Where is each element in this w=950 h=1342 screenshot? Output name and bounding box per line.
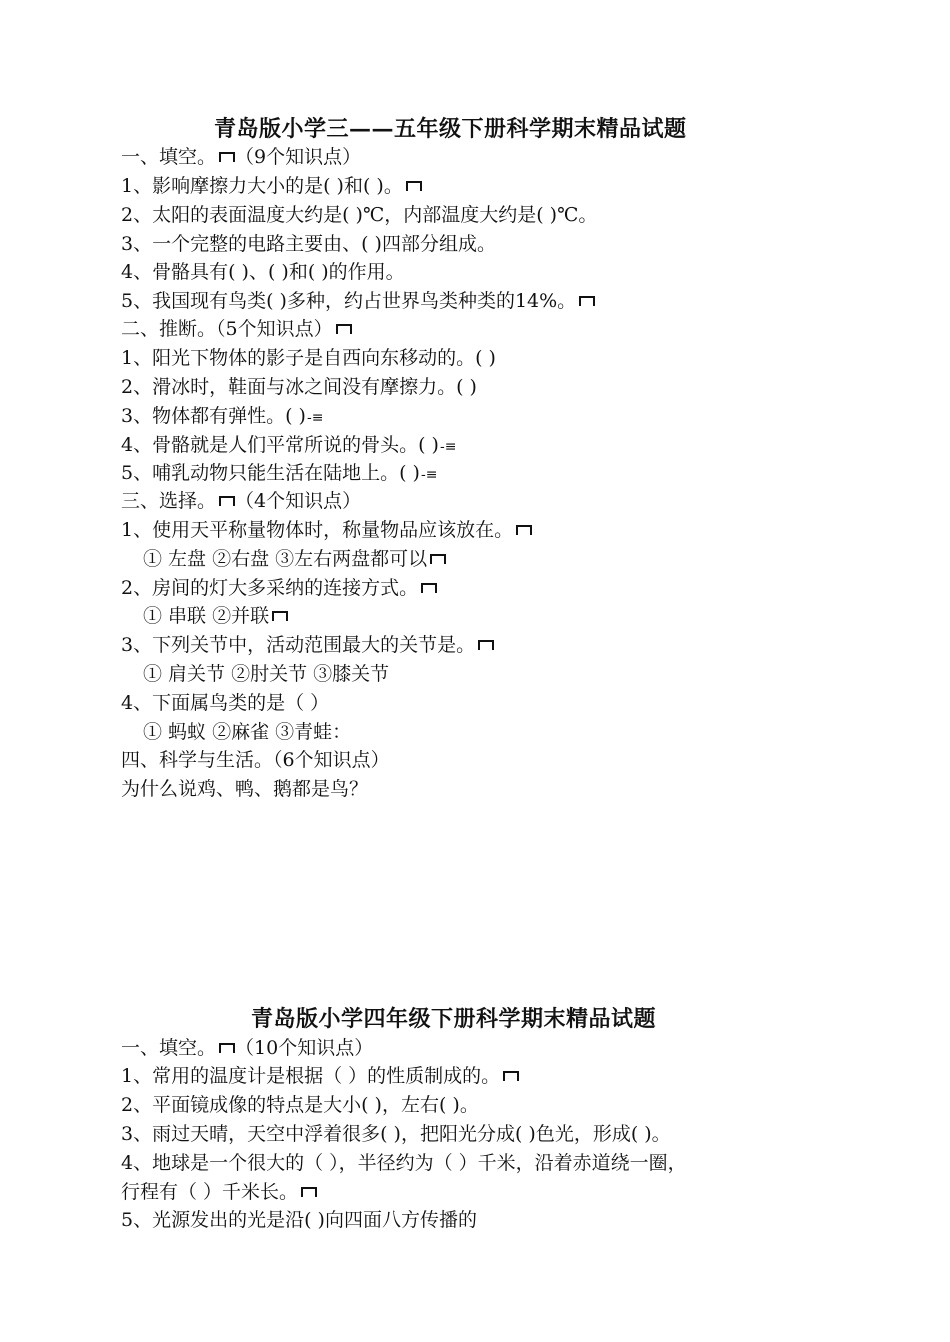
doc1-choose-2-options: ① 串联 ②并联 bbox=[143, 602, 288, 630]
doc1-q5: 5、我国现有鸟类( )多种，约占世界鸟类种类的14%。 bbox=[121, 287, 595, 315]
doc1-judge-1: 1、阳光下物体的影子是自西向东移动的。( ) bbox=[121, 347, 496, 369]
doc1-choose-4-options: ① 蚂蚁 ②麻雀 ③青蛙： bbox=[143, 721, 352, 743]
format-mark-icon: -≡ bbox=[306, 410, 324, 426]
return-mark-icon bbox=[336, 324, 352, 334]
doc2-section-fill: 一、填空。 （10个知识点） bbox=[121, 1037, 374, 1059]
doc1-judge-4: 4、骨骼就是人们平常所说的骨头。( )-≡ bbox=[121, 434, 457, 456]
doc1-choose-2: 2、房间的灯大多采纳的连接方式。 bbox=[121, 574, 437, 602]
doc1-title: 青岛版小学三——五年级下册科学期末精品试题 bbox=[214, 116, 687, 142]
return-mark-icon bbox=[430, 554, 446, 564]
doc1-q4: 4、骨骼具有( )、( )和( )的作用。 bbox=[121, 261, 405, 283]
format-mark-icon: -≡ bbox=[439, 439, 457, 455]
doc1-judge-5: 5、哺乳动物只能生活在陆地上。( )-≡ bbox=[121, 462, 438, 484]
return-mark-icon bbox=[219, 496, 235, 506]
return-mark-icon bbox=[219, 1043, 235, 1053]
doc1-choose-3: 3、下列关节中，活动范围最大的关节是。 bbox=[121, 631, 494, 659]
format-mark-icon: -≡ bbox=[420, 467, 438, 483]
doc1-q3: 3、一个完整的电路主要由、( )四部分组成。 bbox=[121, 233, 496, 255]
doc2-q2: 2、平面镜成像的特点是大小( )，左右( )。 bbox=[121, 1094, 479, 1116]
return-mark-icon bbox=[301, 1187, 317, 1197]
doc2-q1: 1、常用的温度计是根据（ ）的性质制成的。 bbox=[121, 1062, 519, 1090]
doc1-choose-4: 4、下面属鸟类的是（ ） bbox=[121, 692, 330, 714]
doc1-section-judge: 二、推断。（5个知识点） bbox=[121, 315, 352, 343]
return-mark-icon bbox=[272, 611, 288, 621]
doc2-q3: 3、雨过天晴，天空中浮着很多( )，把阳光分成( )色光，形成( )。 bbox=[121, 1123, 671, 1145]
return-mark-icon bbox=[503, 1071, 519, 1081]
return-mark-icon bbox=[421, 583, 437, 593]
doc1-choose-1-options: ① 左盘 ②右盘 ③左右两盘都可以 bbox=[143, 545, 446, 573]
doc1-choose-1: 1、使用天平称量物体时，称量物品应该放在。 bbox=[121, 516, 532, 544]
doc1-q1: 1、影响摩擦力大小的是( )和( )。 bbox=[121, 172, 422, 200]
doc1-section-life: 四、科学与生活。（6个知识点） bbox=[121, 749, 390, 771]
doc1-section-fill: 一、填空。 （9个知识点） bbox=[121, 146, 362, 168]
return-mark-icon bbox=[406, 181, 422, 191]
doc2-q4: 4、地球是一个很大的（ ），半径约为（ ）千米，沿着赤道绕一圈， bbox=[121, 1152, 687, 1174]
doc2-title: 青岛版小学四年级下册科学期末精品试题 bbox=[251, 1006, 657, 1032]
doc1-choose-3-options: ① 肩关节 ②肘关节 ③膝关节 bbox=[143, 663, 390, 685]
return-mark-icon bbox=[516, 525, 532, 535]
return-mark-icon bbox=[579, 296, 595, 306]
return-mark-icon bbox=[219, 152, 235, 162]
doc1-life-question: 为什么说鸡、鸭、鹅都是鸟？ bbox=[121, 778, 369, 800]
return-mark-icon bbox=[478, 640, 494, 650]
doc2-q5: 5、光源发出的光是沿( )向四面八方传播的 bbox=[121, 1209, 477, 1231]
doc1-judge-2: 2、滑冰时，鞋面与冰之间没有摩擦力。( ) bbox=[121, 376, 477, 398]
doc1-section-choose: 三、选择。 （4个知识点） bbox=[121, 490, 362, 512]
doc2-q4-cont: 行程有（ ）千米长。 bbox=[121, 1178, 317, 1206]
doc1-judge-3: 3、物体都有弹性。( )-≡ bbox=[121, 405, 324, 427]
doc1-q2: 2、太阳的表面温度大约是( )℃，内部温度大约是( )℃。 bbox=[121, 204, 598, 226]
